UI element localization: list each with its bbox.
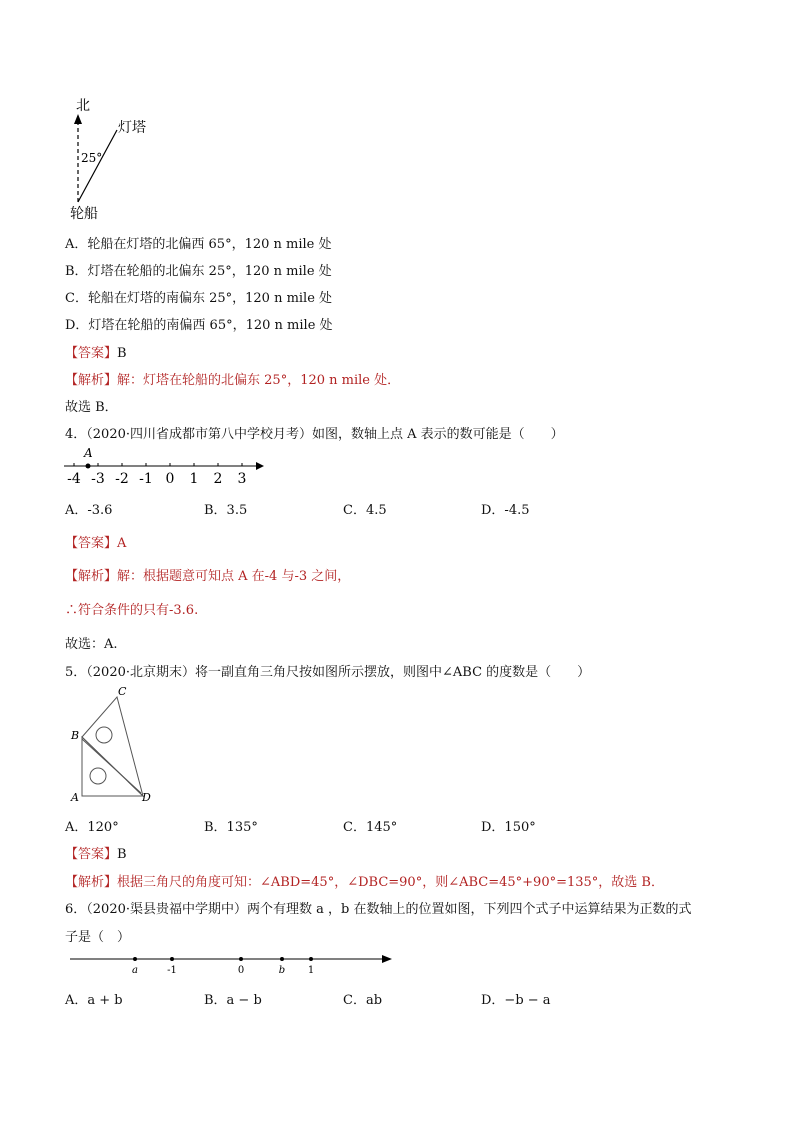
q6-option-d: D．−b − a (481, 993, 551, 1008)
q3-option-b: B．灯塔在轮船的北偏东 25°，120 n mile 处 (65, 264, 332, 279)
q6-option-c: C．ab (343, 993, 383, 1008)
q5-option-c: C．145° (343, 820, 398, 835)
q5-option-b: B．135° (204, 820, 258, 835)
q3-answer (65, 342, 127, 361)
answer-tag: 【答案】 (65, 536, 118, 551)
label-b: B (71, 729, 80, 742)
axis-point-label: b (278, 965, 286, 976)
north-arrow-head (74, 114, 82, 124)
q3-option-c: C．轮船在灯塔的南偏东 25°，120 n mile 处 (65, 291, 333, 306)
answer-value: B (117, 346, 127, 361)
q6-option-b: B．a − b (204, 993, 262, 1008)
hole-lower (90, 768, 106, 784)
label-c: C (118, 685, 127, 698)
q4-option-d: D．-4.5 (481, 503, 530, 518)
axis-point (309, 957, 313, 961)
q6-stem-line1: 6．（2020·渠县贵福中学期中）两个有理数 a ，b 在数轴上的位置如图，下列四个式子中运算结果为正数的式 (65, 902, 692, 917)
axis-point-label: 0 (237, 965, 245, 976)
q5-option-a: A．120° (65, 820, 119, 835)
axis-point-label: a (132, 965, 138, 976)
q5-option-d: D．150° (481, 820, 536, 835)
axis-point (239, 957, 243, 961)
tick-label: -4 (67, 471, 81, 487)
axis-arrow (256, 462, 264, 470)
angle-label: 25° (81, 151, 103, 165)
tick-label: 3 (237, 471, 247, 487)
q6-number-line (66, 948, 396, 978)
analysis-text: 解：灯塔在轮船的北偏东 25°，120 n mile 处． (117, 373, 401, 388)
answer-value: A (117, 536, 127, 551)
inner-edge (82, 739, 141, 793)
q4-analysis-2: ∴符合条件的只有-3.6. (65, 603, 199, 618)
q4-stem: 4．（2020·四川省成都市第八中学校月考）如图，数轴上点 A 表示的数可能是（ ） (65, 427, 564, 442)
axis-point-label: 1 (307, 965, 315, 976)
q3-analysis (65, 369, 400, 388)
analysis-text: 根据三角尺的角度可知：∠ABD=45°，∠DBC=90°，则∠ABC=45°+90°=135°，故选 B． (117, 875, 664, 890)
label-a: A (71, 791, 79, 804)
tick-label: 2 (213, 471, 223, 487)
upper-triangle (82, 697, 143, 796)
q4-option-c: C．4.5 (343, 503, 387, 518)
axis-point (170, 957, 174, 961)
north-label: 北 (76, 98, 90, 114)
answer-value: B (117, 847, 127, 862)
analysis-tag: 【解析】 (65, 373, 118, 388)
q4-answer (65, 532, 126, 551)
q4-conclusion (65, 633, 118, 652)
q5-answer (65, 843, 127, 862)
q5-analysis (65, 871, 664, 890)
q5-stem: 5．（2020·北京期末）将一副直角三角尺按如图所示摆放，则图中∠ABC 的度数是（ ） (65, 665, 591, 680)
q6-option-a: A．a + b (65, 993, 123, 1008)
point-a-label: A (84, 446, 93, 460)
tick-label: -2 (115, 471, 129, 487)
label-d: D (142, 791, 151, 804)
answer-tag: 【答案】 (65, 346, 118, 361)
answer-tag: 【答案】 (65, 847, 118, 862)
compass-direction-figure (62, 92, 172, 222)
q4-number-line (62, 446, 267, 488)
tick-label: -3 (91, 471, 105, 487)
conclusion-text: 故选：A. (65, 637, 118, 652)
tick-label: 1 (189, 471, 199, 487)
analysis-text: 解：根据题意可知点 A 在-4 与-3 之间， (117, 569, 351, 584)
q4-analysis (65, 565, 350, 584)
point-a (86, 464, 91, 469)
q3-option-a: A．轮船在灯塔的北偏西 65°，120 n mile 处 (65, 237, 332, 252)
q3-option-d: D．灯塔在轮船的南偏西 65°，120 n mile 处 (65, 318, 333, 333)
axis-point (280, 957, 284, 961)
axis-arrow (382, 955, 392, 963)
ship-label: 轮船 (70, 206, 98, 222)
q3-conclusion: 故选 B． (65, 400, 118, 415)
q5-triangle-figure (66, 685, 166, 807)
q6-stem-line2: 子是（ ） (65, 930, 131, 945)
analysis-tag: 【解析】 (65, 875, 118, 890)
axis-point (133, 957, 137, 961)
q4-option-b: B．3.5 (204, 503, 248, 518)
bearing-line (78, 130, 117, 202)
tick-label: 0 (165, 471, 175, 487)
axis-point-label: -1 (167, 965, 177, 976)
lighthouse-label: 灯塔 (118, 120, 146, 136)
tick-label: -1 (139, 471, 153, 487)
analysis-tag: 【解析】 (65, 569, 118, 584)
q4-option-a: A．-3.6 (65, 503, 113, 518)
hole-upper (96, 727, 112, 743)
